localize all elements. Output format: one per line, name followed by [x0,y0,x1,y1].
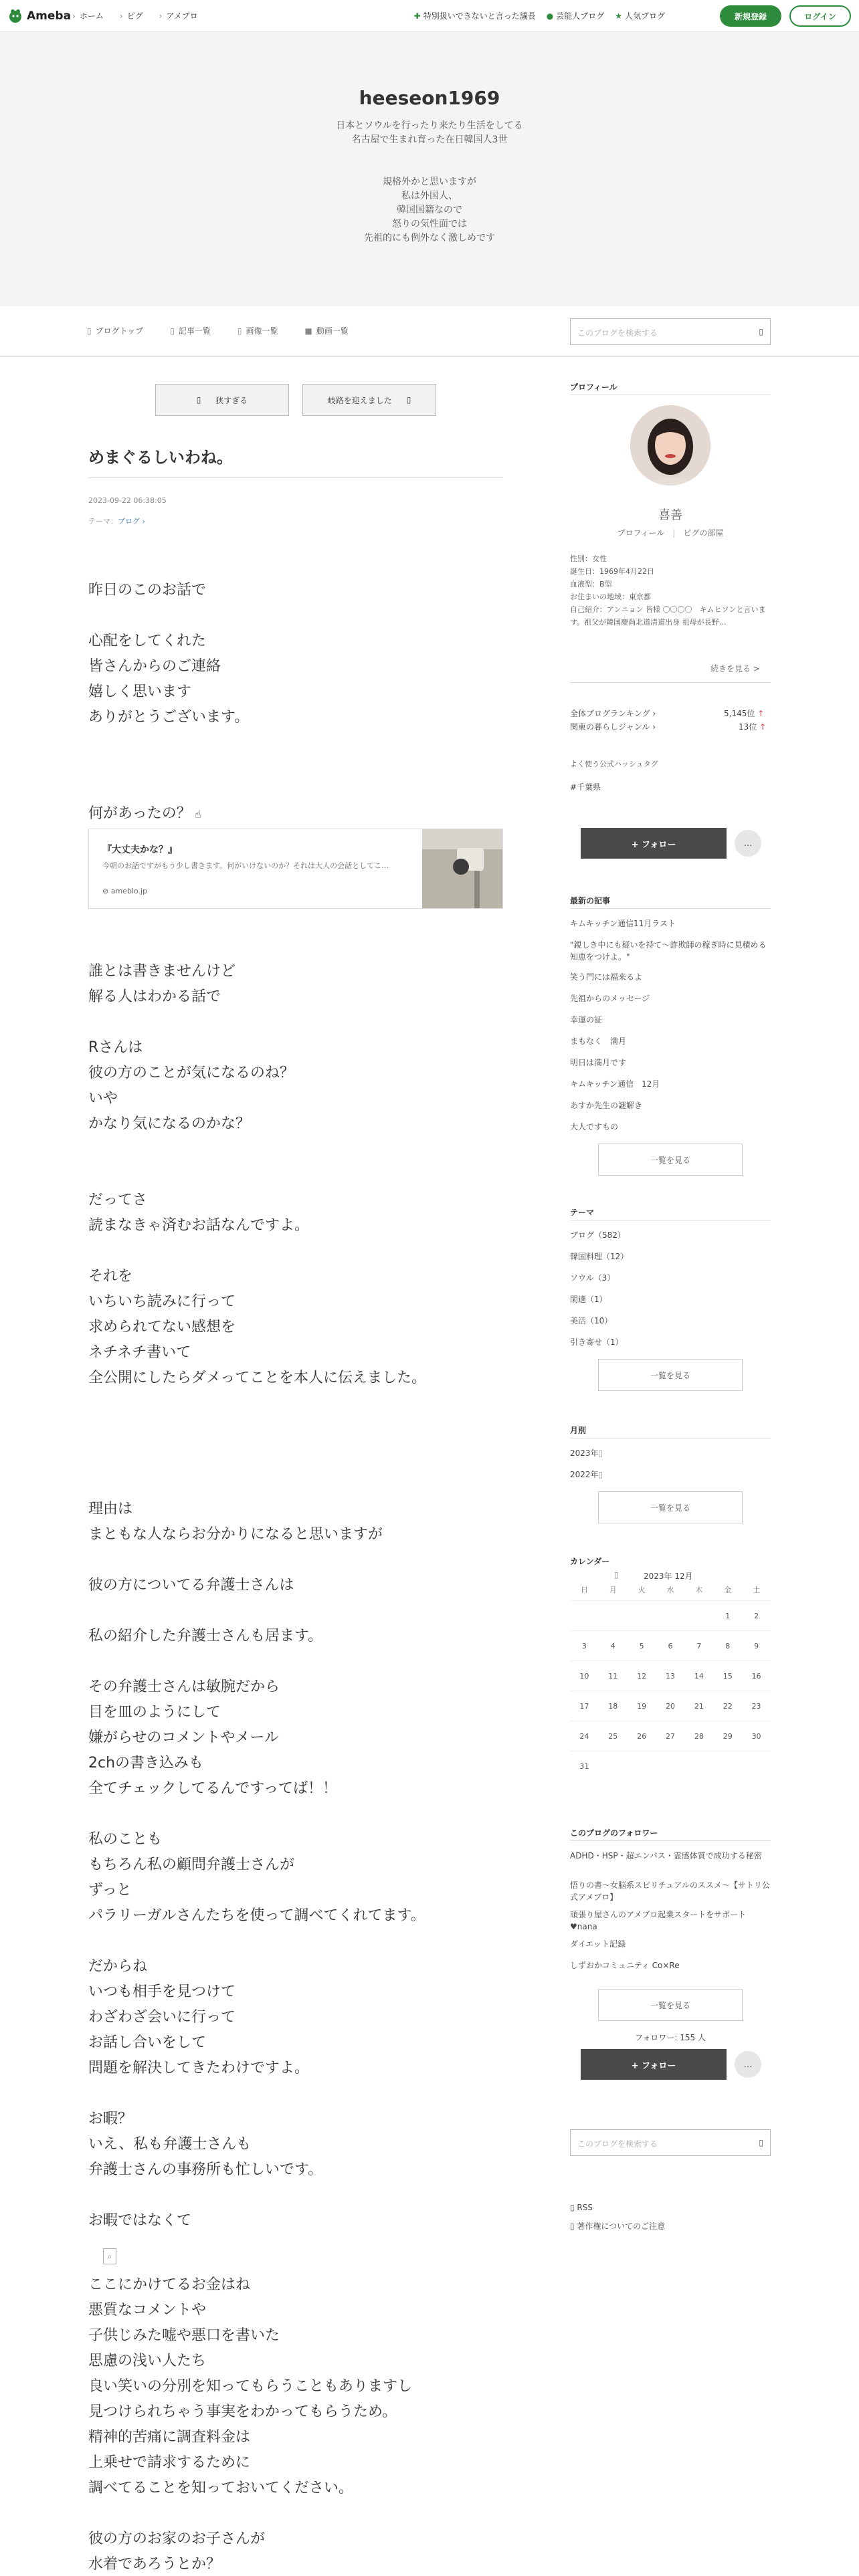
rank-up-icon: ↑ [757,709,765,718]
follow-button[interactable]: + フォロー [581,828,727,859]
global-nav [72,10,198,21]
avatar-photo [630,405,710,486]
subnav-entry-list-label: 記事一覧 [178,326,211,336]
recent-entry-link[interactable]: 大人ですもの [570,1122,619,1132]
calendar-day: 15 [723,1671,733,1681]
calendar-day: 3 [581,1641,587,1650]
link-card-source [102,887,147,895]
hashtag-link[interactable]: #千葉県 [570,782,601,792]
blog-search-input[interactable] [570,318,771,345]
more-options-button[interactable]: … [735,830,761,857]
link-card-thumbnail [422,829,502,908]
top-link-trending-label: 特別扱いできないと言った議長 [423,11,536,21]
recent-entry-link[interactable]: 笑う門には福来るよ [570,972,643,982]
next-entry-button[interactable] [302,384,436,416]
article-title[interactable]: めまぐるしいわね。 [88,448,233,467]
calendar-week [570,1721,771,1751]
calendar-day: 26 [637,1731,647,1741]
genre-ranking-value [739,721,766,732]
theme-link[interactable]: ブログ（582） [570,1230,626,1240]
calendar-week [570,1601,771,1631]
month-link[interactable] [570,1447,603,1459]
weekday: 木 [695,1585,703,1594]
more-options-button[interactable]: … [735,2051,761,2078]
link-card-summary: 今朝のお話ですがもう少し書きます。何がいけないのか？それは大人の会話としてこ… [102,861,389,870]
blog-title[interactable]: heeseon1969 [359,87,500,109]
genre-ranking-number: 13位 [739,722,757,732]
calendar-day: 10 [579,1671,589,1681]
subnav-blog-top-label: ブログトップ [95,326,144,336]
calendar-day: 9 [754,1641,759,1650]
overall-ranking-link[interactable]: 全体ブログランキング › [570,709,656,718]
calendar-day: 31 [579,1762,589,1771]
divider [570,1840,771,1841]
calendar-day: 18 [608,1701,618,1711]
search-icon[interactable]: ▯ [759,327,763,336]
weekday: 金 [724,1585,732,1594]
chevron-icon: ▯ [598,1448,603,1458]
profile-heading: プロフィール [570,383,617,392]
global-header [0,0,859,32]
person-icon: ● [546,11,554,21]
overall-ranking-label: 全体ブログランキング [570,709,650,718]
broken-image-icon: ⌕ [103,2248,116,2264]
rss-label: RSS [577,2203,593,2212]
subnav-blog-top[interactable] [87,325,143,336]
nav-ameblo[interactable]: › アメブロ [159,10,198,21]
theme-link[interactable]: ブログ [118,517,140,526]
calendar-week [570,1691,771,1721]
follow-button[interactable]: + フォロー [581,2049,727,2080]
theme-link[interactable]: 閑適（1） [570,1295,607,1304]
calendar-day: 1 [725,1611,731,1620]
article-paragraph: 昨日のこのお話で 心配をしてくれた 皆さんからのご連絡 嬉しく思います ありがとうございます。 [88,582,250,726]
calendar-heading: カレンダー [570,1557,610,1566]
calendar-week [570,1631,771,1661]
theme-heading: テーマ [570,1208,595,1217]
calendar-day: 27 [665,1731,675,1741]
follower-blog-link[interactable]: 頑張り屋さんのアメブロ起業スタートをサポート♥nana [570,1910,747,1931]
follower-count: フォロワー: 155 人 [635,2033,706,2042]
subnav-entry-list[interactable] [170,325,211,336]
top-links [414,10,665,21]
calendar-day: 23 [751,1701,761,1711]
month-label: 2023年 [570,1448,599,1458]
overall-ranking-value [724,708,764,719]
calendar-prev-icon[interactable]: ▯ [614,1570,619,1580]
month-label: 2022年 [570,1470,599,1479]
theme-link[interactable]: 引き寄せ（1） [570,1337,624,1347]
weekday: 月 [609,1585,617,1594]
recent-entry-link[interactable]: 先祖からのメッセージ [570,994,650,1003]
link-icon: ⊘ [102,887,111,895]
chevron-right-icon: › [140,517,145,526]
top-link-popular-label: 人気ブログ [624,11,665,21]
link-card-title: 『大丈夫かな？』 [102,845,177,855]
article-date: 2023-09-22 06:38:05 [88,496,167,505]
video-icon: ■ [304,326,312,336]
top-link-popular[interactable] [615,10,665,21]
subnav-video-list[interactable] [305,325,349,336]
subnav-video-list-label: 動画一覧 [316,326,349,336]
subnav-image-list-label: 画像一覧 [246,326,278,336]
top-link-celebrity[interactable] [547,10,605,21]
followers-more-button[interactable]: 一覧を見る [598,1989,743,2021]
profile-info: 性別：女性 誕生日：1969年4月22日 血液型：B型 お住まいの地域：東京都 自己紹介：アンニョン 皆様 〇〇〇〇 キムヒソンと言います。祖父が韓国慶尚北道清道出身 祖母が長野… [570,554,766,627]
emoji-icon: ☝ [191,808,201,821]
genre-ranking-link[interactable]: 関東の暮らしジャンル › [570,722,656,732]
calendar-day: 4 [610,1641,615,1650]
overall-ranking-number: 5,145位 [724,709,755,718]
pig-room-link[interactable]: ピグの部屋 [683,528,724,538]
theme-label: テーマ： [88,517,118,526]
follower-blog-link[interactable]: しずおかコミュニティ Co×Re [570,1961,680,1970]
profile-avatar[interactable] [630,405,710,486]
article-paragraph [88,801,201,827]
calendar-day: 17 [579,1701,589,1711]
nav-home[interactable]: › ホーム [72,10,104,21]
calendar-weekdays [570,1578,771,1601]
copyright-label: 著作権についてのご注意 [577,2222,666,2231]
genre-ranking-label: 関東の暮らしジャンル [570,722,650,732]
calendar-day: 16 [751,1671,761,1681]
rss-link[interactable] [570,2203,593,2212]
ameba-logo-icon [8,8,23,24]
theme-link[interactable]: ソウル（3） [570,1273,615,1283]
search-icon[interactable]: ▯ [759,2138,763,2147]
next-arrow-icon: ▯ [406,395,411,405]
calendar-day: 28 [694,1731,704,1741]
recent-entry-link[interactable]: あすか先生の謎解き [570,1101,643,1110]
top-link-trending[interactable] [414,10,536,21]
calendar-day: 21 [694,1701,704,1711]
article-theme [88,516,145,526]
theme-link[interactable]: 美活（10） [570,1316,613,1325]
calendar-month: 2023年 12月 [644,1572,693,1581]
month-heading: 月別 [570,1426,587,1435]
article-paragraph: 理由は まともな人ならお分かりになると思いますが 彼の方についてる弁護士さんは 私の紹介した弁護士さんも居ます。 その弁護士さんは敏腕だから 目を皿のようにして 嫌がらせのコメントやメール 2chの書き込みも 全てチェックしてるんですってば！！ 私のことも もちろん私の顧問弁護士さんが ずっと パラリーガルさんたちを使って調べてくれてます。 だからね いつも相手を見つけて わざわざ会いに行って お話し合いをして 問題を解決してきたわけですよ。 お暇？ いえ、私も弁護士さんも 弁護士さんの事務所も忙しいです。 お暇ではなくて [88,1501,425,2229]
calendar-day: 8 [725,1641,731,1650]
calendar-day: 30 [751,1731,761,1741]
calendar-day: 19 [637,1701,647,1711]
top-link-celebrity-label: 芸能人ブログ [556,11,605,21]
image-icon: ▯ [237,326,242,336]
prev-entry-label: 狭すぎる [215,395,248,405]
chevron-icon: ▯ [598,1470,603,1479]
hashtag-heading: よく使う公式ハッシュタグ [570,760,658,768]
calendar-day: 25 [608,1731,618,1741]
profile-name[interactable]: 喜善 [658,508,682,522]
calendar-day: 11 [608,1671,618,1681]
recent-list-more-button[interactable]: 一覧を見る [598,1144,743,1176]
theme-list-more-button[interactable]: 一覧を見る [598,1359,743,1391]
theme-link[interactable]: 韓国料理（12） [570,1252,629,1261]
title-divider [88,477,503,478]
recent-entry-link[interactable]: キムキッチン通信 12月 [570,1079,660,1089]
calendar-day: 22 [723,1701,733,1711]
login-button[interactable]: ログイン [789,5,851,27]
prev-entry-button[interactable] [155,384,289,416]
recent-heading: 最新の記事 [570,896,611,905]
prev-arrow-icon: ▯ [196,395,201,405]
copyright-link[interactable] [570,2220,665,2232]
article-paragraph: 誰とは書きませんけど 解る人はわかる話で Rさんは 彼の方のことが気になるのね？ いや かなり気になるのかな？ だってさ 読まなきゃ済むお話なんですよ。 それを いちいち読みに行って 求められてない感想を ネチネチ書いて 全公開にしたらダメってことを本人に伝えました。 [88,963,427,1386]
paragraph-text: 何があったの？ [88,805,191,822]
follower-blog-link[interactable]: ダイエット記録 [570,1939,626,1949]
calendar-day: 7 [696,1641,702,1650]
subnav-image-list[interactable] [237,325,278,336]
calendar-day: 2 [754,1611,759,1620]
follower-blog-link[interactable]: ADHD・HSP・超エンパス・霊感体質で成功する秘密 [570,1851,762,1860]
separator: | [672,528,676,538]
recent-entry-link[interactable]: まもなく 満月 [570,1037,627,1046]
rank-up-icon: ↑ [759,722,767,732]
calendar-week [570,1661,771,1691]
sidebar-search-input[interactable] [570,2129,771,2156]
recent-entry-link[interactable]: 明日は満月です [570,1058,627,1067]
month-list-more-button[interactable]: 一覧を見る [598,1491,743,1523]
calendar-day: 29 [723,1731,733,1741]
calendar-day: 24 [579,1731,589,1741]
weekday: 火 [638,1585,646,1594]
recent-entry-link[interactable]: 幸運の証 [570,1015,603,1025]
nav-pigg[interactable]: › ピグ [120,10,143,21]
camera-photo [422,829,502,908]
calendar-day: 14 [694,1671,704,1681]
calendar-day: 5 [639,1641,644,1650]
logo-text: Ameba [27,9,72,23]
calendar-week [570,1751,771,1782]
home-icon: ▯ [87,326,92,336]
profile-links [570,527,771,538]
blog-subnav [0,306,859,357]
divider [570,682,771,683]
ameba-logo[interactable] [8,7,71,25]
divider [570,908,771,909]
weekday: 土 [753,1585,761,1594]
calendar-day: 12 [637,1671,647,1681]
next-entry-label: 岐路を迎えました [327,395,392,405]
article-paragraph: ここにかけてるお金はね 悪質なコメントや 子供じみた嘘や悪口を書いた 思慮の浅い人たち 良い笑いの分別を知ってもらうこともありますし 見つけられちゃう事実をわかってもらうため。 精神的苦痛に調査料金は 上乗せで請求するために 調べてることを知っておいてください。 彼の方のお家のお子さんが 水着であろうとか？ [88,2276,413,2573]
weekday: 水 [666,1585,674,1594]
blog-description: 日本とソウルを行ったり来たり生活をしてる 名古屋で生まれ育った在日韓国人3世 規格外かと思いますが 私は外国人、 韓国国籍なので 怒りの気性面では 先祖的にも例外なく激しめです [336,120,523,243]
search-placeholder: このブログを検索する [577,328,658,338]
star-icon: ★ [615,11,622,21]
register-button[interactable]: 新規登録 [720,5,781,27]
weekday: 日 [580,1585,588,1594]
calendar-grid [570,1578,771,1782]
followers-heading: このブログのフォロワー [570,1828,658,1838]
link-card[interactable] [88,829,503,909]
recent-entry-link[interactable]: "親しき中にも疑いを持て〜詐欺師の稼ぎ時に見積める知恵をつけよ。" [570,940,767,962]
month-link[interactable] [570,1469,603,1480]
link-card-source-label: ameblo.jp [110,887,148,895]
search-placeholder: このブログを検索する [577,2139,658,2149]
rss-icon: ▯ [570,2203,577,2212]
document-icon: ▯ [170,326,175,336]
calendar-day: 6 [668,1641,673,1650]
info-icon: ▯ [570,2222,577,2231]
profile-more-link[interactable]: 続きを見る > [710,664,760,673]
trend-icon: ✚ [413,11,421,21]
recent-entry-link[interactable]: キムキッチン通信11月ラスト [570,919,676,928]
calendar-day: 20 [665,1701,675,1711]
profile-link[interactable]: プロフィール [617,528,665,538]
follower-blog-link[interactable]: 悟りの書〜女脳系スピリチュアルのススメ〜【サトリ公式アメブロ】 [570,1881,770,1902]
blog-header [0,32,859,306]
calendar-day: 13 [665,1671,675,1681]
